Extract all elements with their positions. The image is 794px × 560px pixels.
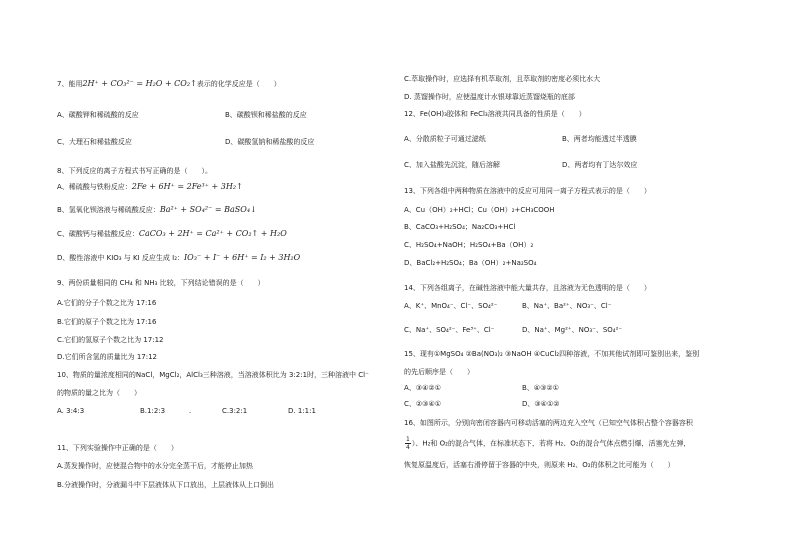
q8-option-b	[57, 205, 257, 215]
q11-option-c: C.萃取操作时，应选择有机萃取剂，且萃取剂的密度必须比水大	[404, 75, 601, 83]
q11-option-d: D. 蒸馏操作时，应使温度计水银球靠近蒸馏烧瓶的底部	[404, 93, 575, 101]
q10-stem-line1: 10、物质的量浓度相同的NaCl，MgCl₂，AlCl₃三种溶液，当溶液体积比为 3:2:1时，三种溶液中 Cl⁻	[57, 371, 369, 379]
q15-option-b: B、④③②①	[522, 384, 559, 392]
q15-stem-line2: 的先后顺序是（ ）	[404, 368, 474, 376]
q16-fraction-denominator: 4	[406, 444, 410, 451]
q7-option-b: B、碳酸钡和稀盐酸的反应	[225, 111, 307, 119]
q15-option-a: A、③④②①	[404, 384, 441, 392]
q8-option-c-label: C、碳酸钙与稀盐酸反应：	[57, 230, 139, 238]
q10-option-a: A. 3:4:3	[57, 407, 85, 415]
q16-fraction	[405, 436, 411, 451]
q9-option-c: C.它们的氢原子个数之比为 17:12	[57, 336, 164, 344]
q8-option-a-label: A、稀硫酸与铁粉反应：	[57, 183, 132, 191]
q10-option-c: C.3:2:1	[222, 407, 248, 415]
q8-option-c-equation: CaCO₃ + 2H⁺ = Ca²⁺ + CO₂↑ + H₂O	[138, 229, 287, 238]
q12-option-d: D、两者均有丁达尔效应	[562, 161, 638, 169]
q16-stem-line2	[404, 436, 691, 451]
q8-option-a-equation: 2Fe + 6H⁺ = 2Fe³⁺ + 3H₂↑	[131, 182, 243, 191]
q7-option-d: D、碳酸氢钠和稀盐酸的反应	[225, 138, 315, 146]
q14-stem: 14、下列各组离子，在碱性溶液中能大量共存，且溶液为无色透明的是（ ）	[404, 284, 651, 292]
q14-option-a: A、K⁺、MnO₄⁻、Cl⁻、SO₄²⁻	[404, 302, 498, 310]
q8-option-d	[57, 253, 300, 263]
q10-stray-dot: .	[189, 407, 192, 415]
q8-option-a	[57, 182, 243, 192]
q14-option-d: D、Na⁺、Mg²⁺、NO₃⁻、SO₄²⁻	[522, 326, 623, 334]
q13-stem: 13、下列各组中两种物质在溶液中的反应可用同一离子方程式表示的是（ ）	[404, 187, 651, 195]
q12-stem: 12、Fe(OH)₃胶体和 FeCl₃溶液共同具备的性质是（ ）	[404, 110, 586, 118]
q14-option-b: B、Na⁺、Ba²⁺、NO₃⁻、Cl⁻	[522, 302, 612, 310]
q14-option-c: C、Na⁺、SO₄²⁻、Fe³⁺、Cl⁻	[404, 326, 495, 334]
q10-option-d: D. 1:1:1	[288, 407, 316, 415]
q15-stem-line1: 15、现有①MgSO₄ ②Ba(NO₃)₂ ③NaOH ④CuCl₂四种溶液，不加其他试剂即可鉴别出来，鉴别	[404, 350, 700, 358]
q10-option-b: B.1:2:3	[140, 407, 166, 415]
q13-option-b: B、CaCO₃+H₂SO₄；Na₂CO₃+HCl	[404, 223, 516, 231]
q9-option-a: A.它们的分子个数之比为 17:16	[57, 299, 157, 307]
q15-option-c: C、②③④①	[404, 400, 441, 408]
q13-option-c: C、H₂SO₄+NaOH；H₂SO₄+Ba（OH）₂	[404, 241, 534, 249]
q9-option-d: D.它们所含氢的质量比为 17:12	[57, 353, 158, 361]
q13-option-d: D、BaCl₂+H₂SO₄；Ba（OH）₂+Na₂SO₄	[404, 259, 537, 267]
q8-option-c	[57, 229, 287, 239]
q8-option-d-label: D、酸性溶液中 KIO₃ 与 KI 反应生成 I₂：	[57, 254, 185, 262]
q16-stem-line3: 恢复原温度后，活塞右滑停留于容器的中央，则原来 H₂、O₂的体积之比可能为（ ）	[404, 461, 675, 469]
q16-stem-line1: 16、如图所示，分别向密闭容器内可移动活塞的两边充入空气（已知空气体积占整个容器容积	[404, 419, 693, 427]
q16-stem-line2-text: ）、H₂和 O₂的混合气体，在标准状态下，若将 H₂、O₂的混合气体点燃引爆，活塞先左弹，	[411, 439, 691, 448]
q9-stem: 9、两份质量相同的 CH₄ 和 NH₃ 比较，下列结论错误的是（ ）	[57, 279, 265, 287]
q15-option-d: D、③④①②	[522, 400, 560, 408]
q9-option-b: B.它们的原子个数之比为 17:16	[57, 318, 157, 326]
q10-stem-line2: 的物质的量之比为（ ）	[57, 389, 141, 397]
q7-stem-prefix: 7、能用	[57, 80, 83, 88]
q12-option-c: C、加入盐酸先沉淀，随后溶解	[404, 161, 500, 169]
q8-option-b-equation: Ba²⁺ + SO₄²⁻ = BaSO₄↓	[159, 205, 257, 214]
q8-option-d-equation: IO₃⁻ + I⁻ + 6H⁺ = I₂ + 3H₂O	[184, 253, 301, 262]
q7-equation: 2H⁺ + CO₃²⁻ = H₂O + CO₂↑	[82, 79, 197, 88]
right-column	[400, 0, 794, 560]
q12-option-a: A、分散质粒子可通过滤纸	[404, 135, 486, 143]
q8-stem: 8、下列反应的离子方程式书写正确的是（ ）。	[57, 167, 212, 175]
q7-stem-suffix: 表示的化学反应是（ ）	[196, 80, 281, 88]
q12-option-b: B、两者均能透过半透膜	[562, 135, 637, 143]
q11-stem: 11、下列实验操作中正确的是（ ）	[57, 444, 178, 452]
q7-option-a: A、碳酸钾和稀硫酸的反应	[57, 111, 139, 119]
q7-stem	[57, 79, 281, 89]
q11-option-b: B.分液操作时，分液漏斗中下层液体从下口放出，上层液体从上口倒出	[57, 481, 275, 489]
q16-fraction-numerator: 1	[406, 436, 410, 443]
q11-option-a: A.蒸发操作时，应使混合物中的水分完全蒸干后，才能停止加热	[57, 462, 253, 470]
q13-option-a: A、Cu（OH）₂+HCl；Cu（OH）₂+CH₃COOH	[404, 206, 555, 214]
q7-option-c: C、大理石和稀盐酸反应	[57, 138, 132, 146]
q8-option-b-label: B、氢氧化钡溶液与稀硫酸反应：	[57, 206, 160, 214]
